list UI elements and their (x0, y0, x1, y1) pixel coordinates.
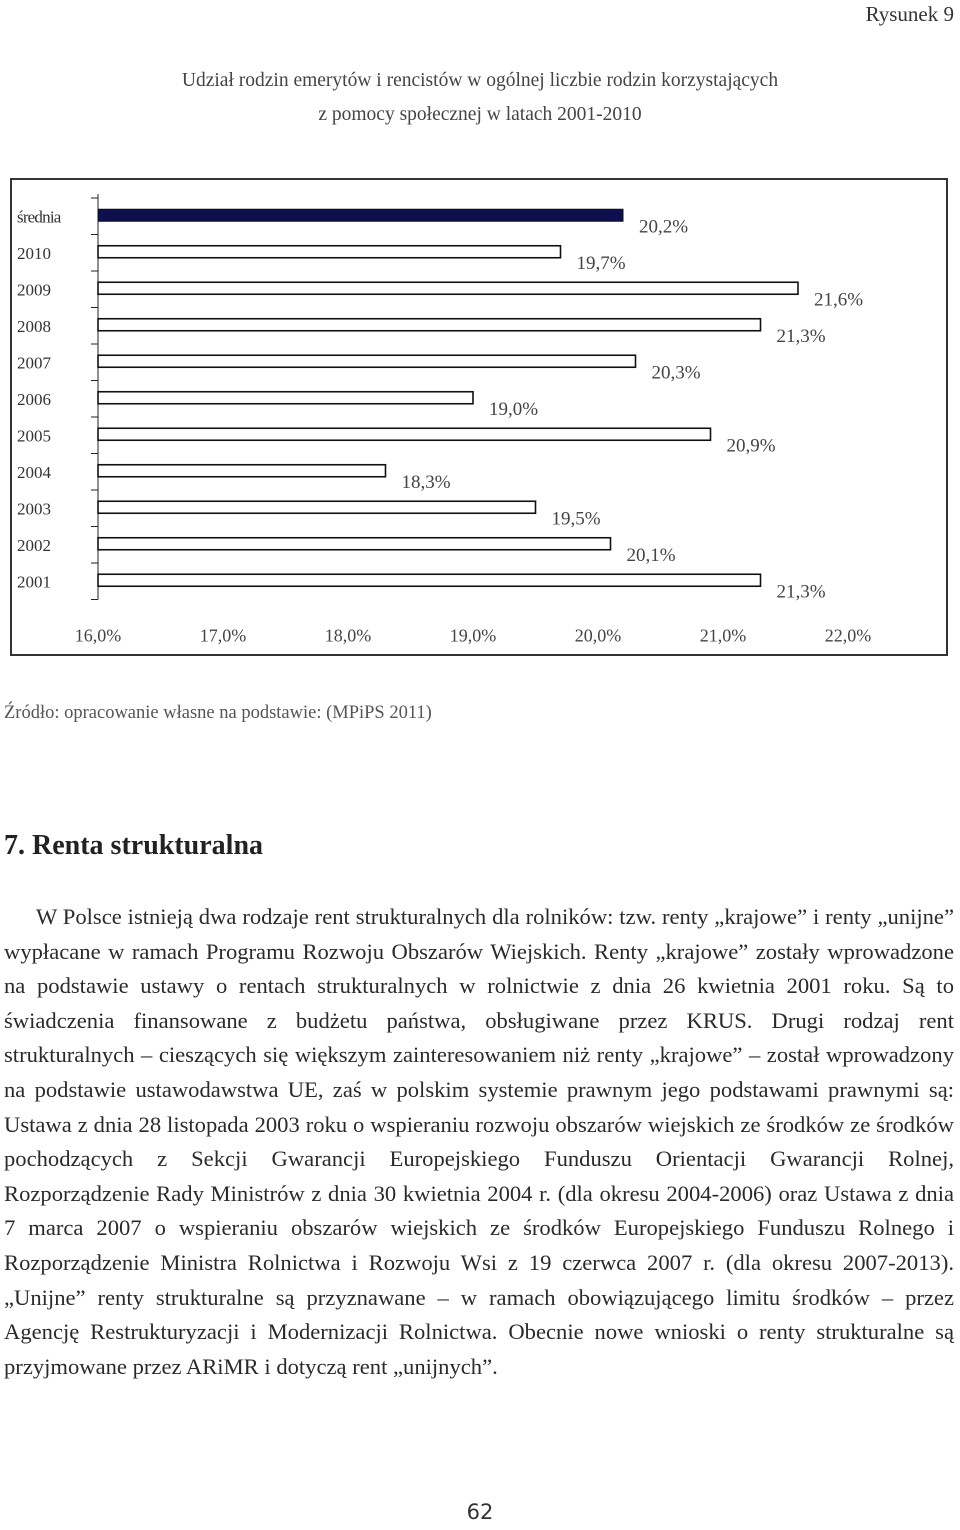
x-tick-label: 21,0% (699, 625, 747, 646)
bar (98, 428, 711, 440)
bar-chart (10, 178, 948, 656)
bar (98, 282, 798, 294)
figure-caption-line-2: z pomocy społecznej w latach 2001-2010 (318, 104, 642, 125)
y-tick-label: 2004 (17, 462, 51, 482)
bar (98, 355, 636, 367)
bar-value-label: 21,3% (776, 581, 826, 603)
bar (98, 392, 473, 404)
body-paragraph-text: W Polsce istnieją dwa rodzaje rent strukturalnych dla rolników: tzw. renty „krajowe” i renty „unijne” wypłacane w ramach Programu Rozwoju Obszarów Wiejskich. Renty „krajowe” zostały wprowadzone na podstawie ustawy o rentach strukturalnych w rolnictwie z dnia 26 kwietnia 2001 roku. Są to świadczenia finansowane z budżetu państwa, obsługiwane przez KRUS. Drugi rodzaj rent strukturalnych – cieszących się większym zainteresowaniem niż renty „krajowe” – został wprowadzony na podstawie ustawodawstwa UE, zaś w polskim systemie prawnym jego podstawami prawnymi są: Ustawa z dnia 28 listopada 2003 roku o wspieraniu rozwoju obszarów wiejskich ze środków ze środków pochodzących z Sekcji Gwarancji Europejskiego Funduszu Orientacji Gwarancji Rolnej, Rozporządzenie Rady Ministrów z dnia 30 kwietnia 2004 r. (dla okresu 2004-2006) oraz Ustawa z dnia 7 marca 2007 o wspieraniu obszarów wiejskich ze środków Europejskiego Funduszu Rolnego i Rozporządzenie Ministra Rolnictwa i Rozwoju Wsi z 19 czerwca 2007 r. (dla okresu 2007-2013). „Unijne” renty strukturalne są przyznawane – w ramach obowiązującego limitu środków – przez Agencję Restrukturyzacji i Modernizacji Rolnictwa. Obecnie nowe wnioski o renty strukturalne są przyjmowane przez ARiMR i dotyczą rent „unijnych”. (4, 904, 954, 1379)
bar (98, 319, 761, 331)
bar (98, 574, 761, 586)
figure-source-note: Źródło: opracowanie własne na podstawie: (MPiPS 2011) (4, 703, 432, 723)
y-tick-label: średnia (17, 207, 61, 227)
bar (98, 538, 611, 550)
bar (98, 246, 561, 258)
figure-number-label: Rysunek 9 (865, 2, 954, 26)
y-tick-label: 2008 (17, 316, 51, 336)
x-tick-label: 17,0% (199, 625, 247, 646)
bar (98, 209, 623, 221)
y-tick-label: 2002 (17, 535, 51, 555)
section-heading: 7. Renta strukturalna (4, 830, 264, 861)
bar-chart-svg (12, 180, 946, 654)
body-paragraph (4, 900, 954, 1384)
bar-value-label: 20,9% (726, 435, 776, 457)
bar-value-label: 20,2% (639, 216, 689, 238)
x-tick-label: 18,0% (324, 625, 372, 646)
y-tick-label: 2005 (17, 426, 51, 446)
bar-value-label: 19,7% (576, 252, 626, 274)
bar-value-label: 19,5% (551, 508, 601, 530)
x-tick-label: 22,0% (824, 625, 872, 646)
x-tick-label: 16,0% (74, 625, 122, 646)
y-tick-label: 2007 (17, 353, 51, 373)
bar-value-label: 21,6% (814, 289, 864, 311)
bar-value-label: 18,3% (401, 471, 451, 493)
y-tick-label: 2001 (17, 572, 51, 592)
y-tick-label: 2009 (17, 280, 51, 300)
bar-value-label: 21,3% (776, 325, 826, 347)
bar (98, 465, 386, 477)
page-number: 62 (466, 1500, 494, 1524)
bar-value-label: 20,1% (626, 544, 676, 566)
y-tick-label: 2003 (17, 499, 51, 519)
bar-value-label: 19,0% (489, 398, 539, 420)
x-tick-label: 20,0% (574, 625, 622, 646)
y-tick-label: 2006 (17, 389, 51, 409)
figure-caption-line-1: Udział rodzin emerytów i rencistów w ogólnej liczbie rodzin korzystających (181, 70, 779, 91)
bar-value-label: 20,3% (651, 362, 701, 384)
bar (98, 501, 536, 513)
y-tick-label: 2010 (17, 243, 51, 263)
x-tick-label: 19,0% (449, 625, 497, 646)
